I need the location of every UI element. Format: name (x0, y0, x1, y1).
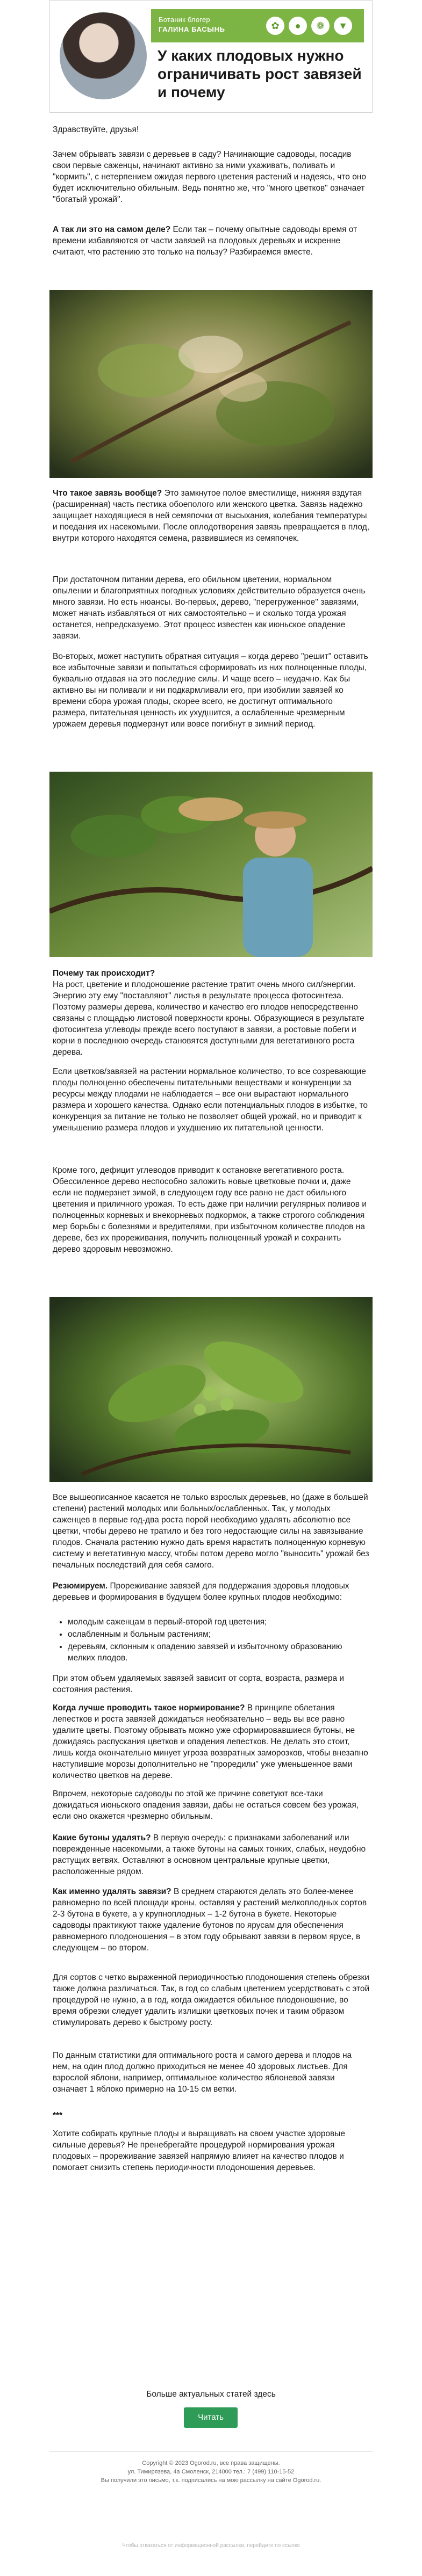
author-role: Ботаник блогер (159, 16, 210, 24)
paragraph-summary-bold: Резюмируем. (53, 1581, 108, 1591)
paragraph-statistics: По данным статистики для оптимального роста и самого дерева и плодов на нем, на один плод должно приходиться не менее 40 здоровых листьев. Для взрослой яблони, например, оптимальное количество яблоневой завязи означает 1 яблоко примерно на 10-15 см ветки. (53, 2051, 352, 2094)
paragraph-when (53, 1702, 370, 1781)
photo-fruit-ovaries (49, 1297, 373, 1482)
paragraph-competition: Если цветков/завязей на растении нормальное количество, то все созревающие плоды полноценно обеспечены питательными веществами и конкуренции за ресурсы между плодами не наблюдается – все они вырастают нормального размера и хорошего качества. Однако если потенциальных плодов в избытке, то конкуренция за питание не только не позволяет общей урожай, но и приводит к уменьшению размера плодов и ухудшению их питательной ценности. (53, 1067, 368, 1133)
paragraph-second: Во-вторых, может наступить обратная ситуация – когда дерево "решит" оставить все избыточные завязи и попытаться сформировать из них полноценные плоды, буквально отдавая на это последние силы. И чаще всего – неудачно. Как бы активно вы ни поливали и ни подкармливали его, при изобилии завязей ко времени сбора урожая плоды, скорее всего, не достигнут оптимального размера, питательная ценность их ухудшится, а ослабленные чрезмерным урожаем деревья подмерзнут или вовсе погибнут в зимний период. (53, 652, 368, 729)
paragraph-question-bold: А так ли это на самом деле? (53, 225, 171, 234)
list-item: • деревьям, склонным к опадению завязей и избыточному образованию мелких плодов. (68, 1641, 370, 1664)
author-avatar (60, 12, 147, 99)
paragraph-when-bold: Когда лучше проводить такое нормирование? (53, 1703, 245, 1713)
paragraph-which-buds-text: В первую очередь: с признаками заболеваний или поврежденные насекомыми, а также бутоны на самых тонких, слабых, неудобно растущих ветвях. Оставляют в основном центральные крупные цветки, расположенные рядом. (53, 1833, 366, 1876)
more-articles-text: Больше актуальных статей здесь (146, 2390, 276, 2399)
section-separator: *** (53, 2111, 63, 2120)
newsletter-header (49, 0, 373, 113)
paragraph-june-drop: Впрочем, некоторые садоводы по этой же причине советуют все-таки дожидаться июньского опадения завязи, дабы не остаться совсем без урожая, если оно окажется чрезмерно обильным. (53, 1789, 359, 1821)
summary-list (53, 1616, 370, 1665)
leaf-icon: ❁ (311, 17, 330, 35)
paragraph-volume: При этом объем удаляемых завязей зависит от сорта, возраста, размера и состояния растения. (53, 1674, 345, 1694)
photo-apple-blossom (49, 290, 373, 478)
paragraph-why (53, 968, 370, 1058)
paragraph-how-bold: Как именно удалять завязи? (53, 1887, 171, 1896)
paragraph-which-buds-bold: Какие бутоны удалять? (53, 1833, 151, 1842)
read-button[interactable]: Читать (184, 2407, 238, 2428)
paragraph-why-text: На рост, цветение и плодоношение растение тратит очень много сил/энергии. Энергию эту ему "поставляют" листья в результате процесса фотосинтеза. Поэтому размеры дерева, количество и качество его плодов непосредственно связаны с площадью листовой поверхности кроны. Образующиеся в результате фотосинтеза углеводы прежде всего поступают в завязи, а ростовые побеги и корни в последнюю очередь становятся доступными для вегетативного роста дерева. (53, 980, 364, 1057)
paragraph-nutrition: При достаточном питании дерева, его обильном цветении, нормальном опылении и благоприятных погодных условиях действительно образуется очень много завязи. Но есть нюансы. Во-первых, дерево, "перегруженное" завязями, может начать избавляться от них самостоятельно – и сколько тогда урожая останется, непредсказуемо. Этот процесс известен как июньское опадение завязи. (53, 575, 366, 641)
paragraph-summary (53, 1580, 370, 1603)
paragraph-periodicity: Для сортов с четко выраженной периодичностью плодоношения степень обрезки также должна различаться. Так, в год со слабым цветением усердствовать с этой процедурой не нужно, а в год, когда ожидается обильное плодоношение, во время обрезки следует удалить излишки цветковых почек и таким образом стимулировать дерево к быстрому росту. (53, 1973, 370, 2027)
list-item: • молодым саженцам в первый-второй год цветения; (68, 1616, 370, 1628)
paragraph-question-text: Если так – почему опытные садоводы время от времени избавляются от части завязей на плодовых деревьях и искренне считают, что растению это только на пользу? Разбираемся вместе. (53, 225, 357, 257)
paragraph-question (53, 224, 370, 258)
paragraph-when-text: В принципе облетания лепестков и роста завязей дожидаться необязательно – ведь вы все равно удалите цветы. Поэтому обрывать можно уже сформировавшиеся бутоны, не дожидаясь распускания цветков и опадения лепестков. Не делать это стоит, лишь когда окончательно минует угроза возвратных заморозков, чтобы внезапно наступившие морозы дополнительно не "проредили" уже уменьшенное вами количество цветков на дереве. (53, 1703, 368, 1780)
footer-subscription-note: Вы получили это письмо, т.к. подписались на мою рассылку на сайте Ogorod.ru. (101, 2477, 321, 2484)
author-name: ГАЛИНА БАСЫНЬ (159, 25, 225, 33)
paragraph-intro: Зачем обрывать завязи с деревьев в саду? Начинающие садоводы, посадив свои первые саженцы, начинают активно за ними ухаживать, поливать и "кормить", с нетерпением ожидая первого цветения растений и надеясь, что оно будет исключительно обильным. Ведь понятно же, что "много цветков" означает "богатый урожай". (53, 150, 366, 204)
paragraph-what-is-ovary-text: Это замкнутое полое вместилище, нижняя вздутая (расширенная) часть пестика обоеполого или женского цветка. Завязь надежно защищает находящиеся в ней семяпочки от высыхания, колебания температуры и поедания их насекомыми. После оплодотворения завязь превращается в плод, внутри которого находятся семена, развившиеся из семяпочек. (53, 489, 370, 543)
author-banner (151, 9, 364, 42)
paragraph-how (53, 1886, 370, 1954)
unsubscribe-link[interactable]: Чтобы отказаться от информационной рассылки, перейдите по ссылке (121, 2543, 301, 2549)
leaf-icon: ✿ (266, 17, 284, 35)
paragraph-young-trees: Все вышеописанное касается не только взрослых деревьев, но (даже в большей степени) растений молодых или больных/ослабленных. Так, у молодых саженцев в первые год-два роста порой необходимо удалять абсолютно все цветки, чтобы дерево не тратило и без того недостающие силы на завязывание плодов. Сначала растению нужно дать время нарастить полноценную корневую систему и вегетативную массу, чтобы потом дерево могло "выносить" урожай без печальных последствий для себя самого. (53, 1493, 369, 1570)
paragraph-why-bold: Почему так происходит? (53, 969, 155, 978)
carrot-icon: ▼ (334, 17, 352, 35)
paragraph-conclusion: Хотите собирать крупные плоды и выращивать на своем участке здоровые сильные деревья? Не пренебрегайте процедурой нормирования урожая плодовых – прореживание завязей напрямую влияет на качество плодов и помогает снизить степень периодичности плодоношения деревьев. (53, 2129, 346, 2172)
paragraph-summary-text: Прореживание завязей для поддержания здоровья плодовых деревьев и формирования в будущем более крупных плодов необходимо: (53, 1581, 349, 1602)
paragraph-which-buds (53, 1832, 370, 1877)
footer-address: ул. Тимирязева, 4а Смоленск, 214000 тел.: 7 (499) 110-15-52 (127, 2469, 295, 2475)
footer-divider (49, 2451, 373, 2452)
footer-copyright: Copyright © 2023 Ogorod.ru, все права защищены. (142, 2460, 280, 2466)
paragraph-what-is-ovary (53, 488, 370, 544)
apple-icon: ● (289, 17, 307, 35)
photo-gardener (49, 772, 373, 957)
greeting: Здравствуйте, друзья! (53, 125, 139, 134)
list-item: • ослабленным и больным растениям; (68, 1629, 370, 1640)
paragraph-what-is-ovary-bold: Что такое завязь вообще? (53, 489, 162, 498)
article-title: У каких плодовых нужно ограничивать рост завязей и почему (158, 47, 362, 100)
paragraph-carbohydrates: Кроме того, дефицит углеводов приводит к остановке вегетативного роста. Обессиленное дерево неспособно заложить новые цветковые почки и, даже если не подмерзнет зимой, в следующем году все равно не даст обильного цветения и приличного урожая. То есть даже при наличии регулярных поливов и полноценных корневых и внекорневых подкормок, а также строгого соблюдения мер борьбы с болезнями и вредителями, при избыточном количестве плодов на дереве, без их прореживания, получить полноценный урожай и сохранить дерево здоровым невозможно. (53, 1166, 367, 1254)
paragraph-how-text: В среднем стараются делать это более-менее равномерно по всей площади кроны, оставляя у растений мелкоплодных сортов 2-3 бутона в букете, а у крупноплодных – 1-2 бутона в букете. Некоторые садоводы практикуют также удаление бутонов по ярусам для обеспечения равномерного плодоношения – в этом году обрывают завязи в первом ярусе, в следующем – во втором. (53, 1887, 367, 1953)
